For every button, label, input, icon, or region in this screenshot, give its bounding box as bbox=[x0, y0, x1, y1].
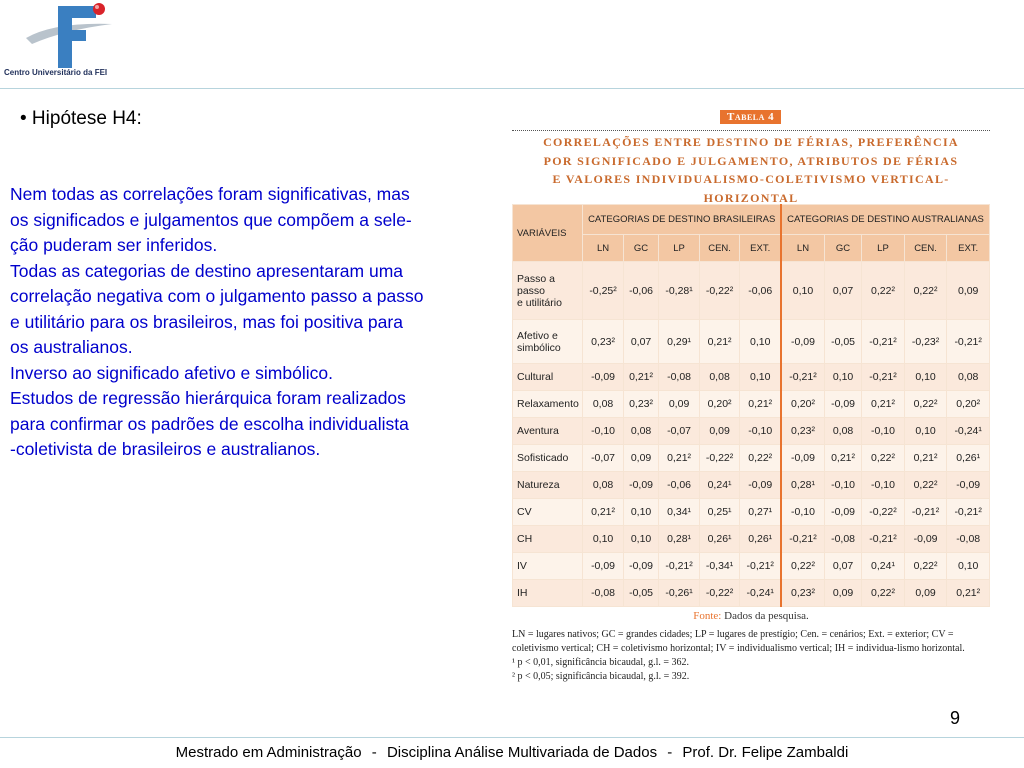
table-cell: -0,10 bbox=[862, 472, 905, 499]
table-cell: -0,08 bbox=[824, 526, 861, 553]
table-cell: 0,21² bbox=[623, 364, 659, 391]
group-header-brazil: CATEGORIAS DE DESTINO BRASILEIRAS bbox=[583, 205, 781, 235]
table-cell: -0,24¹ bbox=[740, 580, 781, 607]
bullet-heading: • Hipótese H4: bbox=[20, 108, 142, 129]
table-cell: 0,10 bbox=[824, 364, 861, 391]
fei-logo bbox=[4, 0, 134, 82]
group-header-australia: CATEGORIAS DE DESTINO AUSTRALIANAS bbox=[781, 205, 989, 235]
table-cell: 0,08 bbox=[583, 391, 624, 418]
table-cell: 0,08 bbox=[623, 418, 659, 445]
table-cell: -0,07 bbox=[659, 418, 700, 445]
table-cell: 0,20² bbox=[781, 391, 824, 418]
body-line: Estudos de regressão hierárquica foram realizados bbox=[10, 388, 406, 408]
table-title-line: POR SIGNIFICADO E JULGAMENTO, ATRIBUTOS DE FÉRIAS bbox=[543, 153, 959, 168]
table-cell: 0,22² bbox=[904, 472, 947, 499]
row-label bbox=[513, 499, 583, 526]
table-cell: 0,07 bbox=[824, 262, 861, 320]
table-cell: 0,26¹ bbox=[947, 445, 990, 472]
column-header: LP bbox=[862, 235, 905, 262]
figure-divider bbox=[512, 130, 990, 131]
table-cell: 0,10 bbox=[623, 526, 659, 553]
table-note: ¹ p < 0,01, significância bicaudal, g.l. = 362. bbox=[512, 657, 690, 668]
page-number: 9 bbox=[950, 708, 961, 728]
column-header: LP bbox=[659, 235, 700, 262]
table-cell: 0,26¹ bbox=[740, 526, 781, 553]
header-divider bbox=[0, 88, 1024, 89]
table-title bbox=[512, 133, 990, 207]
variables-header: VARIÁVEIS bbox=[513, 205, 583, 262]
table-cell: 0,07 bbox=[623, 320, 659, 364]
table-cell: -0,06 bbox=[740, 262, 781, 320]
table-cell: -0,08 bbox=[947, 526, 990, 553]
table-tag: Tabela 4 bbox=[720, 110, 781, 124]
table-cell: 0,10 bbox=[623, 499, 659, 526]
table-row bbox=[513, 320, 990, 364]
table-cell: -0,05 bbox=[623, 580, 659, 607]
table-cell: 0,23² bbox=[623, 391, 659, 418]
table-cell: 0,24¹ bbox=[699, 472, 740, 499]
table-cell: -0,25² bbox=[583, 262, 624, 320]
table-cell: -0,09 bbox=[623, 553, 659, 580]
table-cell: 0,23² bbox=[583, 320, 624, 364]
table-title-line: E VALORES INDIVIDUALISMO-COLETIVISMO VERTICAL- bbox=[552, 172, 950, 186]
row-label-line: CV bbox=[517, 506, 532, 518]
table-row bbox=[513, 553, 990, 580]
row-label-line: Passo a bbox=[517, 272, 555, 285]
table-cell: 0,21² bbox=[862, 391, 905, 418]
table-cell: -0,09 bbox=[824, 391, 861, 418]
table-cell: 0,21² bbox=[824, 445, 861, 472]
table-row bbox=[513, 445, 990, 472]
table-cell: 0,21² bbox=[659, 445, 700, 472]
row-label bbox=[513, 526, 583, 553]
table-row bbox=[513, 580, 990, 607]
table-row bbox=[513, 526, 990, 553]
column-header: CEN. bbox=[699, 235, 740, 262]
row-label bbox=[513, 418, 583, 445]
table-cell: 0,21² bbox=[740, 391, 781, 418]
table-cell: 0,22² bbox=[904, 262, 947, 320]
table-cell: 0,29¹ bbox=[659, 320, 700, 364]
table-cell: -0,09 bbox=[583, 553, 624, 580]
table-cell: 0,09 bbox=[659, 391, 700, 418]
table-cell: -0,21² bbox=[947, 499, 990, 526]
table-cell: 0,07 bbox=[824, 553, 861, 580]
table-cell: 0,10 bbox=[740, 364, 781, 391]
row-label bbox=[513, 320, 583, 364]
table-cell: -0,21² bbox=[862, 364, 905, 391]
row-label bbox=[513, 553, 583, 580]
body-line: correlação negativa com o julgamento passo a passo bbox=[10, 286, 424, 306]
table-cell: 0,08 bbox=[699, 364, 740, 391]
row-label-line: Sofisticado bbox=[517, 452, 569, 464]
table-cell: -0,21² bbox=[904, 499, 947, 526]
row-label bbox=[513, 262, 583, 320]
footer-program: Mestrado em Administração bbox=[175, 744, 362, 761]
row-label-line: passo bbox=[517, 284, 546, 297]
table-cell: -0,10 bbox=[862, 418, 905, 445]
table-cell: -0,09 bbox=[781, 445, 824, 472]
table-cell: -0,10 bbox=[740, 418, 781, 445]
table-row bbox=[513, 472, 990, 499]
table-note: ² p < 0,05; significância bicaudal, g.l. = 392. bbox=[512, 671, 690, 682]
table-cell: 0,28¹ bbox=[659, 526, 700, 553]
table-row bbox=[513, 499, 990, 526]
table-row bbox=[513, 364, 990, 391]
table-cell: 0,10 bbox=[781, 262, 824, 320]
footer-separator: - bbox=[667, 744, 673, 761]
row-label-line: IV bbox=[517, 560, 527, 572]
table-cell: -0,06 bbox=[659, 472, 700, 499]
table-row bbox=[513, 262, 990, 320]
table-cell: 0,22² bbox=[862, 580, 905, 607]
table-row bbox=[513, 418, 990, 445]
footer-course: Disciplina Análise Multivariada de Dados bbox=[386, 744, 658, 761]
table-cell: 0,28¹ bbox=[781, 472, 824, 499]
row-label-line: CH bbox=[517, 533, 533, 545]
table-cell: -0,21² bbox=[862, 320, 905, 364]
footer bbox=[0, 744, 1024, 761]
body-line: os australianos. bbox=[10, 337, 133, 357]
body-line: os significados e julgamentos que compõem a sele- bbox=[10, 209, 412, 230]
body-line: e utilitário para os brasileiros, mas foi positiva para bbox=[10, 311, 403, 332]
table-cell: 0,27¹ bbox=[740, 499, 781, 526]
table-cell: 0,26¹ bbox=[699, 526, 740, 553]
column-header: LN bbox=[583, 235, 624, 262]
table-cell: -0,22² bbox=[699, 262, 740, 320]
row-label bbox=[513, 580, 583, 607]
table-cell: 0,08 bbox=[824, 418, 861, 445]
table-cell: 0,10 bbox=[583, 526, 624, 553]
row-label bbox=[513, 391, 583, 418]
row-label bbox=[513, 472, 583, 499]
table-cell: 0,08 bbox=[583, 472, 624, 499]
row-label-line: simbólico bbox=[517, 341, 561, 354]
table-cell: 0,22² bbox=[781, 553, 824, 580]
table-cell: -0,22² bbox=[699, 580, 740, 607]
table-cell: 0,21² bbox=[699, 320, 740, 364]
body-line: ção puderam ser inferidos. bbox=[10, 235, 218, 255]
table-cell: -0,22² bbox=[862, 499, 905, 526]
table-cell: 0,34¹ bbox=[659, 499, 700, 526]
table-cell: 0,21² bbox=[904, 445, 947, 472]
body-line: -coletivista de brasileiros e australianos. bbox=[10, 439, 321, 459]
table-cell: 0,20² bbox=[699, 391, 740, 418]
row-label-line: Afetivo e bbox=[517, 329, 558, 342]
table-cell: -0,10 bbox=[824, 472, 861, 499]
table-cell: -0,09 bbox=[947, 472, 990, 499]
table-cell: -0,26¹ bbox=[659, 580, 700, 607]
body-line: Inverso ao significado afetivo e simbólico. bbox=[10, 362, 333, 383]
table-cell: -0,21² bbox=[862, 526, 905, 553]
table-cell: 0,08 bbox=[947, 364, 990, 391]
table-cell: -0,21² bbox=[740, 553, 781, 580]
table-cell: -0,09 bbox=[740, 472, 781, 499]
table-cell: 0,10 bbox=[904, 418, 947, 445]
table-cell: 0,09 bbox=[904, 580, 947, 607]
footer-separator: - bbox=[371, 744, 377, 761]
table-cell: -0,08 bbox=[659, 364, 700, 391]
column-header: GC bbox=[623, 235, 659, 262]
table-cell: -0,07 bbox=[583, 445, 624, 472]
table-cell: 0,10 bbox=[740, 320, 781, 364]
logo-text: Centro Universitário da FEI bbox=[4, 68, 108, 77]
row-label-line: Natureza bbox=[517, 479, 560, 491]
source-label: Fonte: bbox=[693, 610, 722, 622]
table-cell: -0,08 bbox=[583, 580, 624, 607]
table-cell: 0,23² bbox=[781, 580, 824, 607]
row-label bbox=[513, 445, 583, 472]
table-cell: -0,22² bbox=[699, 445, 740, 472]
table-cell: 0,21² bbox=[947, 580, 990, 607]
table-cell: 0,23² bbox=[781, 418, 824, 445]
table-cell: 0,22² bbox=[740, 445, 781, 472]
table-cell: 0,25¹ bbox=[699, 499, 740, 526]
source-text: Dados da pesquisa. bbox=[724, 610, 809, 622]
table-notes bbox=[512, 628, 992, 684]
row-label-line: Aventura bbox=[517, 425, 559, 437]
table-cell: -0,06 bbox=[623, 262, 659, 320]
table-cell: -0,09 bbox=[623, 472, 659, 499]
body-line: Nem todas as correlações foram significativas, mas bbox=[10, 184, 410, 204]
table-cell: 0,22² bbox=[862, 262, 905, 320]
table-cell: 0,09 bbox=[623, 445, 659, 472]
table-cell: 0,10 bbox=[904, 364, 947, 391]
table-cell: -0,10 bbox=[583, 418, 624, 445]
row-label-line: Relaxamento bbox=[517, 398, 579, 410]
body-line: Todas as categorias de destino apresentaram uma bbox=[10, 260, 404, 281]
table-cell: 0,22² bbox=[904, 391, 947, 418]
table-cell: -0,21² bbox=[947, 320, 990, 364]
table-cell: -0,28¹ bbox=[659, 262, 700, 320]
fei-logo-icon bbox=[24, 0, 114, 70]
table-cell: -0,09 bbox=[904, 526, 947, 553]
table-cell: 0,21² bbox=[583, 499, 624, 526]
table-cell: 0,09 bbox=[947, 262, 990, 320]
table-cell: 0,09 bbox=[824, 580, 861, 607]
table-cell: -0,10 bbox=[781, 499, 824, 526]
row-label-line: Cultural bbox=[517, 371, 554, 383]
table-source bbox=[512, 610, 990, 622]
table-title-line: CORRELAÇÕES ENTRE DESTINO DE FÉRIAS, PREFERÊNCIA bbox=[543, 135, 959, 149]
table-cell: -0,34¹ bbox=[699, 553, 740, 580]
table-cell: -0,09 bbox=[781, 320, 824, 364]
table-cell: -0,21² bbox=[781, 364, 824, 391]
table-row bbox=[513, 391, 990, 418]
column-header: EXT. bbox=[740, 235, 781, 262]
table-note: LN = lugares nativos; GC = grandes cidades; LP = lugares de prestígio; Cen. = cenários; Ext. = exterior; CV = coletivismo vertical; CH = coletivismo horizontal; IV = individualismo vertical; IH = individua-lismo horizontal. bbox=[512, 629, 965, 654]
table-title-line: HORIZONTAL bbox=[703, 190, 799, 205]
table-cell: 0,24¹ bbox=[862, 553, 905, 580]
table-cell: 0,09 bbox=[699, 418, 740, 445]
row-label-line: IH bbox=[517, 587, 528, 599]
column-header: CEN. bbox=[904, 235, 947, 262]
table-cell: 0,10 bbox=[947, 553, 990, 580]
table-cell: -0,21² bbox=[781, 526, 824, 553]
column-header: EXT. bbox=[947, 235, 990, 262]
table-cell: -0,21² bbox=[659, 553, 700, 580]
table-cell: -0,09 bbox=[824, 499, 861, 526]
table-cell: -0,23² bbox=[904, 320, 947, 364]
table-cell: 0,20² bbox=[947, 391, 990, 418]
footer-divider bbox=[0, 737, 1024, 738]
footer-professor: Prof. Dr. Felipe Zambaldi bbox=[682, 744, 849, 761]
table-cell: -0,05 bbox=[824, 320, 861, 364]
body-text bbox=[10, 182, 510, 463]
column-header: GC bbox=[824, 235, 861, 262]
column-header: LN bbox=[781, 235, 824, 262]
body-line: para confirmar os padrões de escolha individualista bbox=[10, 413, 409, 434]
row-label bbox=[513, 364, 583, 391]
table-cell: -0,24¹ bbox=[947, 418, 990, 445]
table-cell: 0,22² bbox=[862, 445, 905, 472]
table-cell: 0,22² bbox=[904, 553, 947, 580]
row-label-line: e utilitário bbox=[517, 296, 562, 309]
correlation-table bbox=[512, 204, 990, 607]
table-cell: -0,09 bbox=[583, 364, 624, 391]
